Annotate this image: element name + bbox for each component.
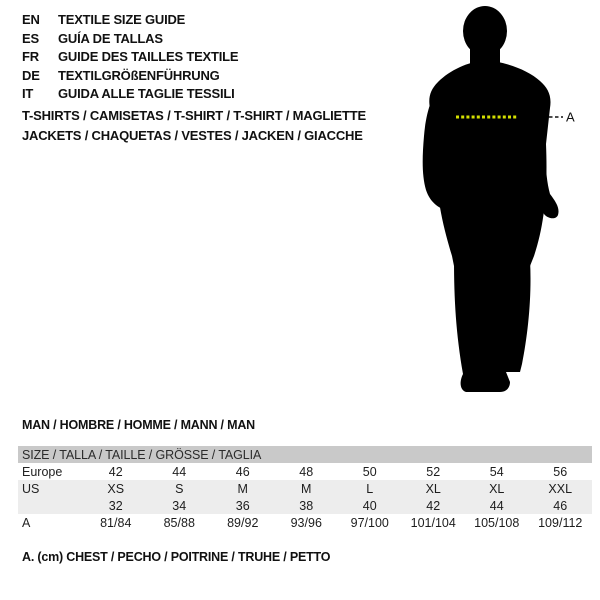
size-cell: 50 (362, 464, 377, 479)
size-cell: 36 (235, 498, 250, 513)
language-title: TEXTILE SIZE GUIDE (58, 12, 186, 27)
size-cell: 48 (299, 464, 314, 479)
size-row-label: A (22, 515, 31, 530)
size-cell: 89/92 (227, 515, 259, 530)
language-list (22, 11, 238, 104)
size-cell: 42 (426, 498, 441, 513)
size-cell: 34 (172, 498, 187, 513)
size-cell: 101/104 (410, 515, 456, 530)
size-cell: 54 (489, 464, 504, 479)
language-code: EN (22, 12, 40, 27)
man-silhouette-svg (410, 4, 580, 404)
language-row (22, 67, 238, 86)
language-code: FR (22, 49, 39, 65)
size-cell: 93/96 (290, 515, 322, 530)
language-row (22, 30, 238, 49)
language-title: TEXTILGRÖßENFÜHRUNG (58, 67, 220, 83)
size-table-row (18, 480, 592, 497)
man-silhouette-figure (410, 4, 580, 404)
size-table-header: SIZE / TALLA / TAILLE / GRÖSSE / TAGLIA (18, 446, 592, 463)
size-cell: 52 (426, 464, 441, 479)
size-cell: M (301, 481, 312, 496)
size-cell: XL (489, 481, 505, 496)
size-table-header-row (18, 446, 592, 463)
size-table-row (18, 497, 592, 514)
size-row-label (18, 497, 84, 514)
size-cell: 42 (108, 464, 123, 479)
language-code: ES (22, 30, 39, 46)
silhouette-torso (429, 60, 550, 266)
measure-label-a: A (566, 109, 575, 125)
category-line: JACKETS / CHAQUETAS / VESTES / JACKEN / GIACCHE (22, 127, 363, 143)
size-cell: 32 (108, 498, 123, 513)
language-row (22, 11, 238, 30)
size-cell: XS (107, 481, 125, 496)
size-cell: 109/112 (538, 515, 583, 530)
size-cell: 46 (235, 464, 250, 479)
size-cell: L (366, 481, 374, 496)
size-table-row (18, 514, 592, 531)
size-cell: 44 (172, 464, 187, 479)
size-cell: XL (425, 481, 441, 496)
size-cell: 97/100 (350, 515, 389, 530)
language-code: DE (22, 67, 40, 83)
category-line: T-SHIRTS / CAMISETAS / T-SHIRT / T-SHIRT / MAGLIETTE (22, 108, 366, 123)
size-cell: M (237, 481, 248, 496)
size-cell: 40 (362, 498, 377, 513)
silhouette-legs (454, 260, 531, 392)
size-row-label: Europe (22, 464, 63, 479)
language-code: IT (22, 86, 34, 102)
category-list (22, 106, 366, 145)
language-row (22, 85, 238, 104)
section-title: MAN / HOMBRE / HOMME / MANN / MAN (22, 418, 255, 432)
size-table (18, 446, 592, 531)
size-cell: 105/108 (474, 515, 520, 530)
language-title: GUIDA ALLE TAGLIE TESSILI (58, 86, 235, 102)
size-cell: XXL (548, 481, 573, 496)
size-row-label: US (22, 481, 40, 496)
size-cell: S (175, 481, 184, 496)
footnote: A. (cm) CHEST / PECHO / POITRINE / TRUHE / PETTO (22, 550, 331, 564)
size-cell: 46 (553, 498, 568, 513)
language-title: GUIDE DES TAILLES TEXTILE (58, 49, 239, 65)
size-cell: 38 (299, 498, 314, 513)
size-table-row (18, 463, 592, 480)
size-cell: 56 (553, 464, 568, 479)
size-cell: 81/84 (100, 515, 132, 530)
language-row (22, 48, 238, 67)
size-table-body (18, 463, 592, 531)
language-title: GUÍA DE TALLAS (58, 30, 163, 46)
size-cell: 85/88 (163, 515, 195, 530)
size-cell: 44 (489, 498, 504, 513)
